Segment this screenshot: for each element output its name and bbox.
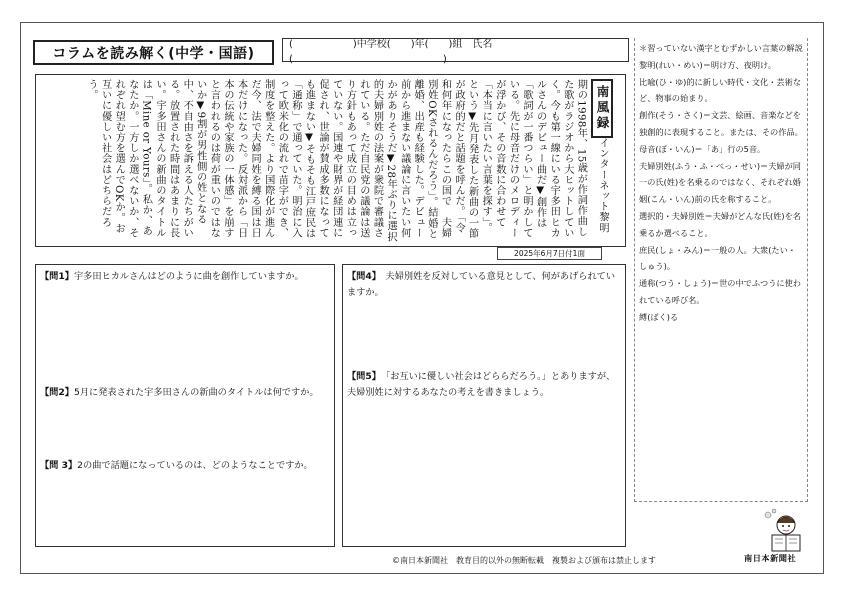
note-item: 夫婦別姓(ふう・ふ・べっ・せい)＝夫婦が同一の氏(姓)を名乗るのではなく、それぞれ婚姻(こん・いん)前の氏を称すること。: [639, 160, 801, 205]
question-5-number: 【問5】: [347, 371, 377, 382]
question-5[interactable]: [347, 369, 623, 401]
question-4-text: 夫婦別姓を反対している意見として、何があげられていますか。: [347, 271, 616, 298]
vocabulary-notes: [634, 38, 808, 502]
questions-left-box: [35, 264, 335, 547]
article-text-before: インターネット黎明期の1998年、15歳が作詞作曲した歌がラジオから大ヒットしていく。今も第一線にいる宇多田ヒカルさんのデビュー曲だ▼創作は「歌詞が一番つらい」と明かしている。先に母音だけのメロディーが浮かび、その音数に合わせて「本当に言いたい言葉を探す」。という▼先月発表した新曲の一節が政府的だと話題を呼んだ。「令和何年になったらこの国で 夫婦別姓OKされるんだろう」。結婚と離婚、出産も経験した。デビュー前から進まない議論に言いたい何かがありそうだ▼28年ぶりに選択的夫婦別姓の法案が衆院で審議されている。ただ自民党の議論は送り方針もあって成立の目めは立っていない。国連や財界が経団連に促され、世論が賛成多数になっても進まない▼そもそも江戸庶民は「通称」で通っていた。明治に入って欧米化の流れで苗字ができ、制度を整えた。より国際化が進んだ今、法で夫婦同姓を縛る国は日本だけになった。反対派から「日本の伝統や家族の一体感」を崩すと言われるのは荷が重いのではないか▼9割が男性側の姓となる中、不自由さを訴える人たちがいる。放置された時間はあまりに長い。宇多田さんの新曲のタイトルは「: [140, 79, 608, 242]
column-article: [35, 74, 626, 247]
column-title: 南風録: [591, 79, 613, 138]
newspaper-logo: 南日本新聞社: [744, 553, 797, 563]
mascot-illustration: [758, 505, 814, 553]
question-4[interactable]: [347, 269, 623, 301]
article-date: 2025年6月7日付1面: [497, 247, 602, 260]
notes-heading: ＊習っていない漢字とむずかしい言葉の解説: [639, 43, 803, 53]
questions-right-box: [342, 264, 626, 547]
article-body: [42, 79, 617, 243]
worksheet-title: コラムを読み解く(中学・国語): [33, 40, 274, 65]
song-title: Mine or Yours: [140, 100, 152, 178]
copyright-notice: ©南日本新聞社 教育目的以外の無断転載 複製および頒布は禁止します: [392, 556, 656, 565]
question-2[interactable]: [40, 385, 330, 401]
note-item: 縛(ばく)る: [639, 311, 679, 322]
note-item: 創作(そう・さく)＝文芸、絵画、音楽などを独創的に表現すること。または、その作品。: [639, 110, 803, 137]
question-2-text: 5月に発表された宇多田さんの新曲のタイトルは何ですか。: [73, 387, 319, 398]
question-1-text: 宇多田ヒカルさんはどのように曲を創作していますか。: [73, 271, 304, 282]
note-item: 黎明(れい・めい)＝明け方、夜明け。: [639, 59, 777, 70]
article-text-after: 」。私か、あなたか。一方しか選べないか、それぞれ望む方を選んでOKか。お互いに優しい社会はどちらだろう。: [86, 79, 152, 238]
question-5-text: 「お互いに優しい社会はどららだろう。」とありますが、夫婦別姓に対するあなたの考えを書きましょう。: [347, 371, 616, 398]
question-1[interactable]: [40, 269, 330, 285]
question-3-text: 2の曲で話題になっているのは、どのようなことですか。: [77, 460, 313, 471]
question-4-number: 【問4】: [347, 271, 377, 282]
note-item: 通称(つう・しょう)＝世の中でふつうに使われている呼び名。: [639, 278, 801, 305]
note-item: 選択的・夫婦別姓＝夫婦がどんな氏(姓)を名乗るか選べること。: [639, 210, 801, 238]
note-item: 庶民(しょ・みん)＝一般の人。大衆(たい・しゅう)。: [639, 244, 796, 272]
question-3[interactable]: [40, 458, 330, 474]
question-3-number: 【問 3】: [40, 460, 78, 471]
student-name-field[interactable]: ( )中学校( )年( )組 氏名( ): [282, 38, 629, 62]
note-item: 母音(ぼ・いん)＝「あ」行の5音。: [639, 143, 766, 154]
note-item: 比喩(ひ・ゆ)的に新しい時代・文化・芸術など、物事の始まり。: [639, 76, 801, 104]
question-2-number: 【問2】: [40, 387, 74, 398]
question-1-number: 【問1】: [40, 271, 74, 282]
